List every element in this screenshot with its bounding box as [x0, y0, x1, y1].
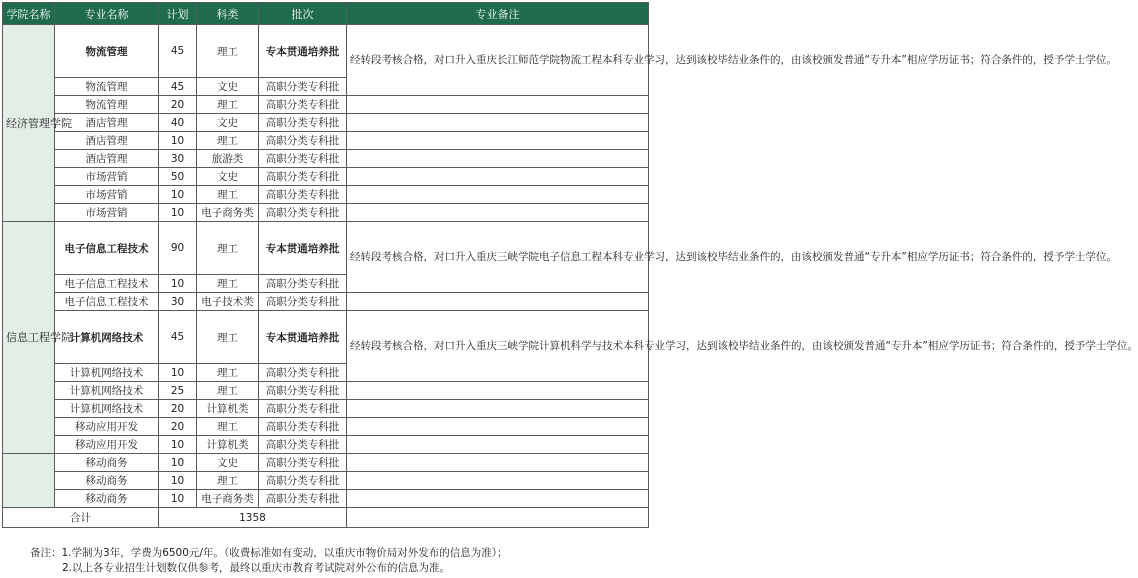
batch-cell: 高职分类专科批: [259, 400, 347, 418]
category-cell: 计算机类: [197, 400, 259, 418]
plan-cell: 45: [159, 25, 197, 78]
total-row: [3, 508, 649, 528]
major-cell: 市场营销: [55, 204, 159, 222]
category-cell: 理工: [197, 418, 259, 436]
major-cell: 物流管理: [55, 78, 159, 96]
batch-cell: 高职分类专科批: [259, 78, 347, 96]
category-cell: 理工: [197, 186, 259, 204]
major-cell: 计算机网络技术: [55, 311, 159, 364]
plan-cell: 20: [159, 400, 197, 418]
major-cell: 电子信息工程技术: [55, 222, 159, 275]
batch-cell: 专本贯通培养批: [259, 25, 347, 78]
table-row: [3, 490, 649, 508]
major-cell: 物流管理: [55, 25, 159, 78]
note-cell-empty: [347, 382, 649, 400]
note-cell-empty: [347, 490, 649, 508]
plan-cell: 10: [159, 186, 197, 204]
batch-cell: 高职分类专科批: [259, 186, 347, 204]
footnote-line-1: 备注：1.学制为3年，学费为6500元/年。（收费标准如有变动，以重庆市物价局对外发布的信息为准）；: [30, 547, 508, 559]
note-cell-empty: [347, 186, 649, 204]
header-category: 科类: [197, 3, 259, 25]
plan-cell: 10: [159, 204, 197, 222]
major-cell: 移动应用开发: [55, 418, 159, 436]
plan-cell: 30: [159, 293, 197, 311]
category-cell: 电子商务类: [197, 490, 259, 508]
table-row: [3, 114, 649, 132]
table-row: [3, 311, 649, 364]
major-cell: 计算机网络技术: [55, 382, 159, 400]
table-row: [3, 96, 649, 114]
footnote-line-2: 2.以上各专业招生计划数仅供参考，最终以重庆市教育考试院对外公布的信息为准。: [62, 562, 451, 574]
note-cell: 经转段考核合格，对口升入重庆三峡学院计算机科学与技术本科专业学习，达到该校毕结业条件的，由该校颁发普通“专升本”相应学历证书；符合条件的，授予学士学位。: [347, 311, 649, 382]
major-cell: 电子信息工程技术: [55, 275, 159, 293]
note-cell-empty: [347, 454, 649, 472]
note-cell: 经转段考核合格，对口升入重庆三峡学院电子信息工程本科专业学习，达到该校毕结业条件的，由该校颁发普通“专升本”相应学历证书；符合条件的，授予学士学位。: [347, 222, 649, 293]
category-cell: 电子技术类: [197, 293, 259, 311]
table-row: [3, 382, 649, 400]
table-row: [3, 186, 649, 204]
category-cell: 理工: [197, 25, 259, 78]
plan-cell: 10: [159, 436, 197, 454]
batch-cell: 高职分类专科批: [259, 132, 347, 150]
batch-cell: 高职分类专科批: [259, 96, 347, 114]
table-row: [3, 150, 649, 168]
table-row: [3, 132, 649, 150]
note-cell-empty: [347, 132, 649, 150]
category-cell: 理工: [197, 364, 259, 382]
plan-cell: 10: [159, 275, 197, 293]
category-cell: 电子商务类: [197, 204, 259, 222]
batch-cell: 高职分类专科批: [259, 382, 347, 400]
plan-cell: 45: [159, 311, 197, 364]
category-cell: 计算机类: [197, 436, 259, 454]
plan-cell: 30: [159, 150, 197, 168]
major-cell: 移动商务: [55, 472, 159, 490]
category-cell: 理工: [197, 132, 259, 150]
footnote: [30, 546, 507, 576]
plan-cell: 10: [159, 454, 197, 472]
major-cell: 酒店管理: [55, 150, 159, 168]
note-cell-empty: [347, 150, 649, 168]
college-name-cell: 经济管理学院: [3, 25, 55, 222]
category-cell: 理工: [197, 96, 259, 114]
category-cell: 理工: [197, 222, 259, 275]
plan-cell: 10: [159, 364, 197, 382]
note-cell-empty: [347, 418, 649, 436]
plan-cell: 20: [159, 418, 197, 436]
plan-cell: 40: [159, 114, 197, 132]
major-cell: 市场营销: [55, 186, 159, 204]
plan-cell: 20: [159, 96, 197, 114]
table-row: [3, 222, 649, 275]
category-cell: 旅游类: [197, 150, 259, 168]
batch-cell: 高职分类专科批: [259, 114, 347, 132]
batch-cell: 专本贯通培养批: [259, 222, 347, 275]
note-cell-empty: [347, 293, 649, 311]
batch-cell: 高职分类专科批: [259, 275, 347, 293]
batch-cell: 高职分类专科批: [259, 454, 347, 472]
batch-cell: 高职分类专科批: [259, 472, 347, 490]
major-cell: 市场营销: [55, 168, 159, 186]
major-cell: 电子信息工程技术: [55, 293, 159, 311]
note-cell-empty: [347, 168, 649, 186]
college-name-cell: [3, 454, 55, 508]
college-name-cell: 信息工程学院: [3, 222, 55, 454]
total-note-empty: [347, 508, 649, 528]
plan-cell: 10: [159, 132, 197, 150]
batch-cell: 高职分类专科批: [259, 436, 347, 454]
major-cell: 计算机网络技术: [55, 400, 159, 418]
table-row: [3, 204, 649, 222]
table-row: [3, 418, 649, 436]
table-row: [3, 168, 649, 186]
category-cell: 文史: [197, 78, 259, 96]
total-label: 合计: [3, 508, 159, 528]
batch-cell: 高职分类专科批: [259, 490, 347, 508]
batch-cell: 高职分类专科批: [259, 364, 347, 382]
note-cell-empty: [347, 204, 649, 222]
plan-cell: 90: [159, 222, 197, 275]
note-cell-empty: [347, 400, 649, 418]
note-cell-empty: [347, 472, 649, 490]
major-cell: 物流管理: [55, 96, 159, 114]
table-row: [3, 454, 649, 472]
header-note: 专业备注: [347, 3, 649, 25]
table-row: [3, 436, 649, 454]
table-row: [3, 293, 649, 311]
plan-cell: 10: [159, 472, 197, 490]
category-cell: 文史: [197, 114, 259, 132]
plan-cell: 50: [159, 168, 197, 186]
note-cell-empty: [347, 114, 649, 132]
table-row: [3, 400, 649, 418]
major-cell: 移动应用开发: [55, 436, 159, 454]
note-cell-empty: [347, 436, 649, 454]
category-cell: 文史: [197, 454, 259, 472]
category-cell: 理工: [197, 275, 259, 293]
category-cell: 理工: [197, 472, 259, 490]
header-batch: 批次: [259, 3, 347, 25]
total-value: 1358: [159, 508, 347, 528]
major-cell: 酒店管理: [55, 132, 159, 150]
header-row: [3, 3, 649, 25]
major-cell: 计算机网络技术: [55, 364, 159, 382]
category-cell: 理工: [197, 382, 259, 400]
batch-cell: 高职分类专科批: [259, 418, 347, 436]
major-cell: 酒店管理: [55, 114, 159, 132]
table-row: [3, 25, 649, 78]
header-college: 学院名称: [3, 3, 55, 25]
batch-cell: 高职分类专科批: [259, 204, 347, 222]
major-cell: 移动商务: [55, 490, 159, 508]
note-cell-empty: [347, 96, 649, 114]
batch-cell: 高职分类专科批: [259, 293, 347, 311]
header-plan: 计划: [159, 3, 197, 25]
category-cell: 文史: [197, 168, 259, 186]
table-row: [3, 472, 649, 490]
plan-cell: 10: [159, 490, 197, 508]
plan-cell: 25: [159, 382, 197, 400]
category-cell: 理工: [197, 311, 259, 364]
header-major: 专业名称: [55, 3, 159, 25]
batch-cell: 高职分类专科批: [259, 168, 347, 186]
enrollment-plan-table: [2, 2, 1138, 528]
plan-cell: 45: [159, 78, 197, 96]
note-cell: 经转段考核合格，对口升入重庆长江师范学院物流工程本科专业学习，达到该校毕结业条件的，由该校颁发普通“专升本”相应学历证书；符合条件的，授予学士学位。: [347, 25, 649, 96]
major-cell: 移动商务: [55, 454, 159, 472]
batch-cell: 高职分类专科批: [259, 150, 347, 168]
batch-cell: 专本贯通培养批: [259, 311, 347, 364]
